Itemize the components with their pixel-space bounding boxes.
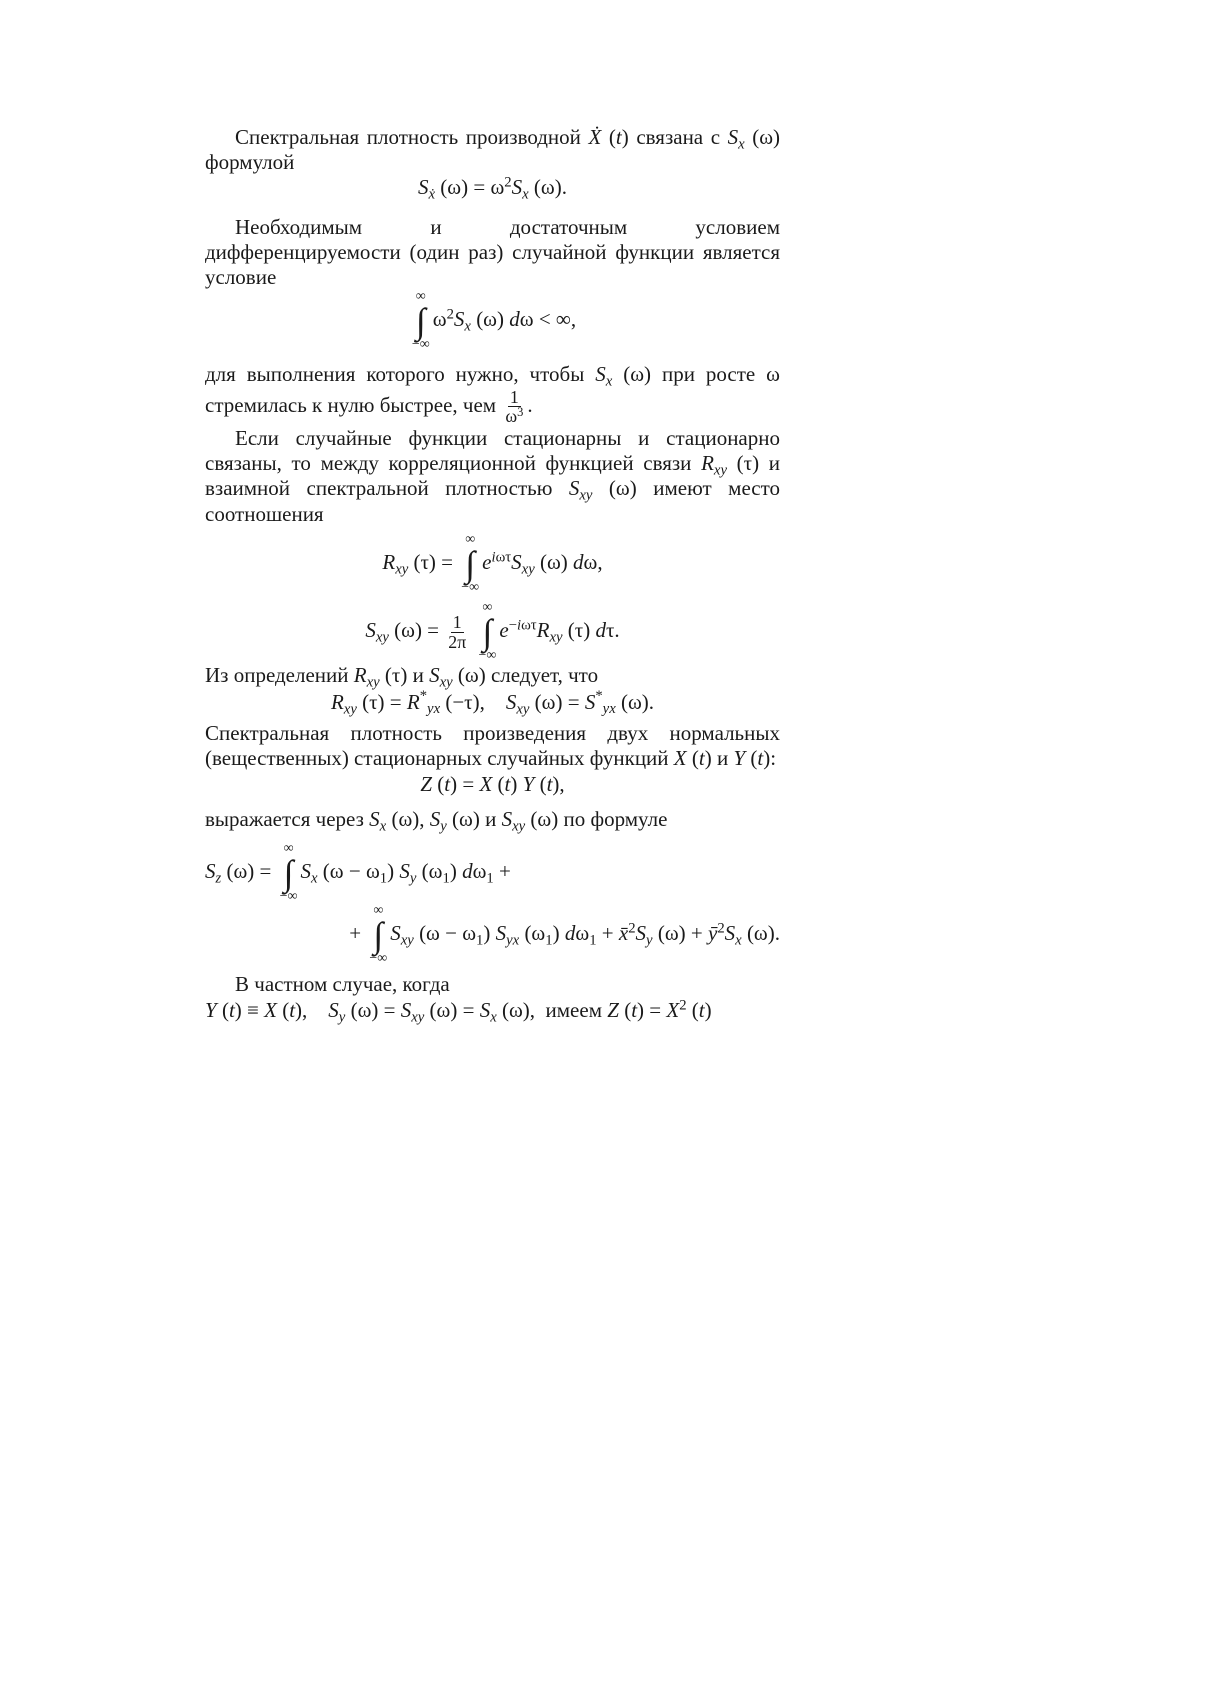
integral-sign: ∞ ∫ −∞ [478,599,497,664]
document-page [205,125,780,1023]
formula-cross-correlation: $R_{xy}$ (τ) = ∞ ∫ −∞ $e^{i\omega\tau}S_{xy}$ (ω) dω, [382,531,603,595]
integral-sign: ∞ ∫ −∞ [369,903,388,967]
paragraph-2: Необходимым и достаточным условием дифференцируемости (один раз) случайной функции является условие [205,214,780,289]
fraction-one-over-omega-cubed: $\frac{1}{\omega^3}$ [505,386,524,427]
paragraph-7: выражается через $S_x$ (ω), $S_y$ (ω) и $S_{xy}$ (ω) по формуле [205,806,668,835]
formula-cross-spectral-density: $S_{xy}$ (ω) = $\frac{1}{2\pi}$ ∞ ∫ −∞ $e^{-i\omega\tau}R_{xy}$ (τ) dτ. [365,599,620,664]
formula-product: Z (t) = X (t) Y (t), [420,771,565,796]
formula-derivative-density: $S_ẋ$ $(\omega) = \omega^2S_x$ (ω). [418,175,567,203]
paragraph-4: Если случайные функции стационарны и стационарно связаны, то между корреляционной функцией связи $R_{xy}$ (τ) и взаимной спектральной плотностью $S_{xy}$ (ω) имеют место соотношения [205,425,781,526]
fraction-one-over-two-pi: $\frac{1}{2\pi}$ [448,611,467,652]
formula-product-density-line-1: $S_z$ (ω) = ∞ ∫ −∞ $S_x$ $(\omega - \omega_1)$ $S_y$ $(\omega_1) d\omega_1$ + [205,841,511,905]
paragraph-6: Спектральная плотность произведения двух нормальных (вещественных) стационарных случайных функций X (t) и Y (t): [205,721,780,771]
paragraph-8: В частном случае, когда [235,972,450,997]
formula-differentiability-condition: ∞ ∫ −∞ $\omega^2S_x$ (ω) dω < ∞, [411,289,577,353]
paragraph-3: для выполнения которого нужно, чтобы $S_x$ (ω) при росте ω стремилась к нулю быстрее, чем $\frac{1}{\omega^3}$ . [205,362,780,427]
formula-special-case: Y (t) ≡ X (t), $S_y$ $(\omega) = S_{xy}$ $(\omega) = S_x$ (ω), имеем Z $(t) = X^2$ (t) [205,997,712,1025]
paragraph-5: Из определений $R_{xy}$ (τ) и $S_{xy}$ (ω) следует, что [205,663,599,691]
integral-sign: ∞ ∫ −∞ [411,289,430,353]
integral-sign: ∞ ∫ −∞ [461,531,480,595]
formula-product-density-line-2: + ∞ ∫ −∞ $S_{xy}$ $(\omega - \omega_1)$ $S_{yx}$ $(\omega_1) d\omega_1$ + $x̄^2S_y$ $(\omega) + ȳ^2S_x$ (ω). [349,903,780,967]
integral-sign: ∞ ∫ −∞ [279,841,298,905]
formula-conjugate-relations: $R_{xy}$ $(\tau) = R^*_{yx}$ (−τ), $S_{xy}$ $(\omega) = S^*_{yx}$ (ω). [330,688,655,718]
paragraph-1: Спектральная плотность производной Ẋ (t) связана с $S_x$ (ω) формулой [205,125,781,175]
